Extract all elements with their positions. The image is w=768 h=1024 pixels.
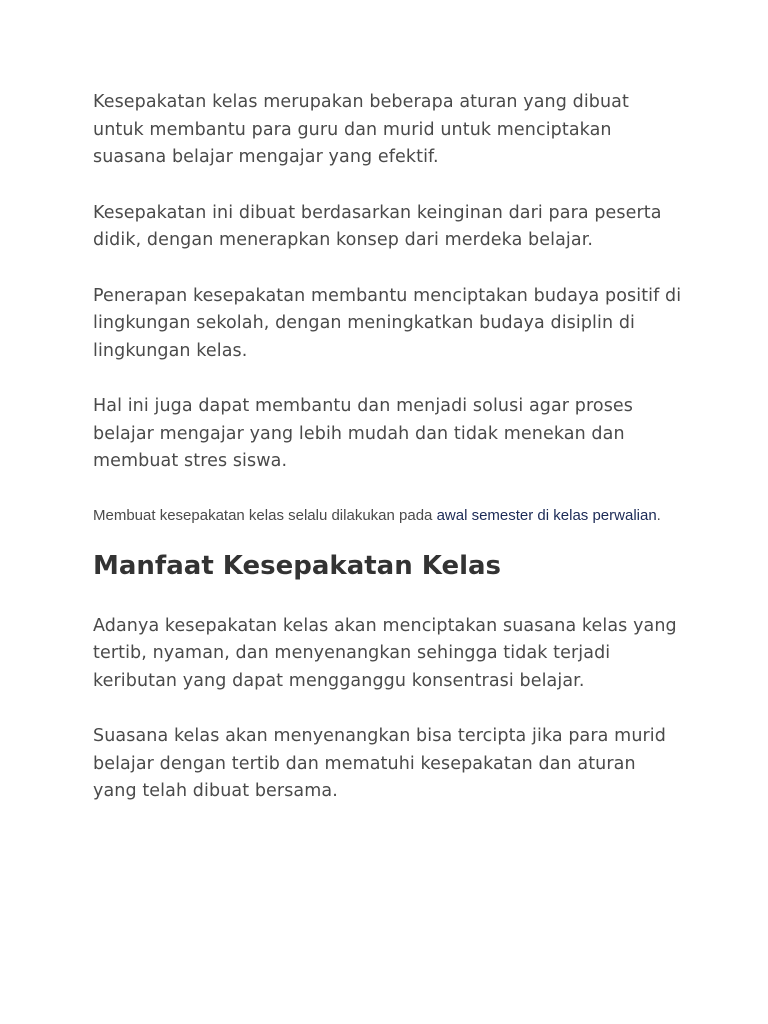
section-heading: Manfaat Kesepakatan Kelas — [93, 550, 502, 581]
paragraph-basis: Kesepakatan ini dibuat berdasarkan keinginan dari para peserta didik, dengan menerapkan konsep dari merdeka belajar. — [93, 202, 662, 250]
paragraph-culture: Penerapan kesepakatan membantu menciptakan budaya positif di lingkungan sekolah, dengan meningkatkan budaya disiplin di lingkungan kelas. — [93, 285, 682, 361]
paragraph-benefit: Adanya kesepakatan kelas akan menciptakan suasana kelas yang tertib, nyaman, dan menyenangkan sehingga tidak terjadi keributan yang dapat mengganggu konsentrasi belajar. — [93, 615, 677, 691]
article-body — [93, 89, 683, 834]
paragraph-solution: Hal ini juga dapat membantu dan menjadi solusi agar proses belajar mengajar yang lebih mudah dan tidak menekan dan membuat stres siswa. — [93, 396, 633, 471]
note-link[interactable]: awal semester di kelas perwalian — [436, 506, 657, 524]
note-text: Membuat kesepakatan kelas selalu dilakukan pada — [93, 506, 437, 524]
note-paragraph — [93, 502, 683, 529]
note-suffix: . — [656, 506, 661, 524]
paragraph-atmosphere: Suasana kelas akan menyenangkan bisa tercipta jika para murid belajar dengan tertib dan mematuhi kesepakatan dan aturan yang telah dibuat bersama. — [93, 726, 666, 801]
paragraph-definition: Kesepakatan kelas merupakan beberapa aturan yang dibuat untuk membantu para guru dan murid untuk menciptakan suasana belajar mengajar yang efektif. — [93, 92, 629, 167]
